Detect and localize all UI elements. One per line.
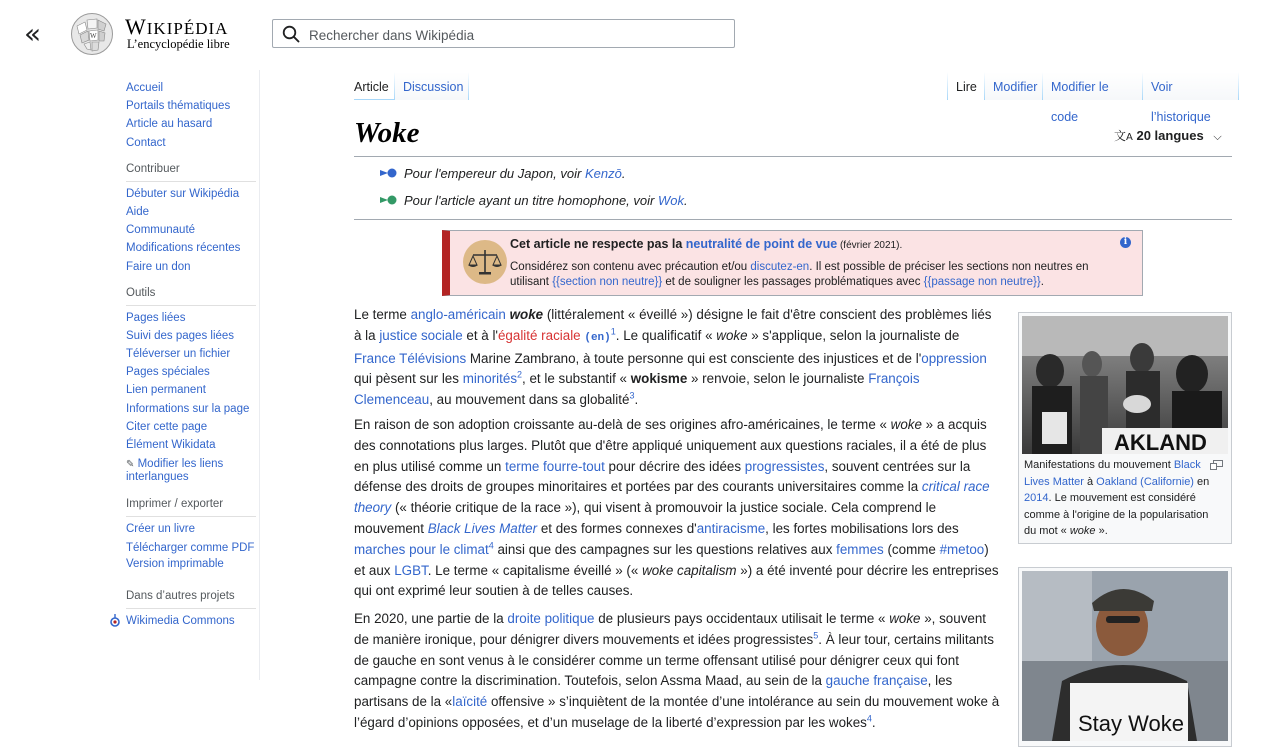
enlarge-icon[interactable] [1213, 460, 1223, 467]
sidebar-item-creer-livre[interactable]: Créer un livre [126, 523, 196, 536]
link-egalite-raciale[interactable]: égalité raciale [497, 327, 581, 343]
photo-stay-woke-shirt[interactable] [1022, 571, 1228, 741]
term-woke: woke [509, 307, 544, 322]
title-divider [354, 156, 1232, 157]
hatnote-divider [354, 219, 1232, 220]
figure-stay-woke [1018, 567, 1232, 747]
search-box[interactable] [272, 19, 735, 48]
link-justice-sociale[interactable]: justice sociale [379, 327, 463, 343]
hatnote-disambiguation [380, 166, 625, 181]
sidebar-heading-contribute: Contribuer [126, 163, 256, 182]
sidebar-print-group [126, 498, 256, 575]
sidebar-contribute-group [126, 163, 256, 278]
tab-history[interactable]: Voir l’historique [1143, 72, 1238, 100]
link-black-lives-matter[interactable]: Black Lives Matter [427, 520, 538, 536]
link-droite-politique[interactable]: droite politique [507, 611, 595, 626]
paragraph-2020: En 2020, une partie de la droite politique de plusieurs pays occidentaux utilisait le terme « woke », souvent de manière ironique, pour dénigrer divers mouvements et idées progressistes$^5$. À leur tour, certains militants de gauche en sont venus à le considérer comme un terme offensant utilisé pour dénigrer ceux qui font campagne contre la discrimination. Toutefois, selon Assma Maad, au sein de la gauche française, les partisans de la «laïcité offensive » s’inquiètent de la montée d’une intolérance au sein du mouvement woke à l’égard d’opinions opposées, et d’un muselage de la liberté d’expression par les wokes$^4$. [354, 611, 1000, 730]
sidebar-item-wikidata[interactable]: Élément Wikidata [126, 439, 216, 451]
page-title: Woke [354, 117, 420, 149]
wikipedia-globe-logo[interactable] [69, 12, 115, 56]
hatnote-text: Pour l'article ayant un titre homophone, voir [404, 193, 658, 208]
sidebar-item-pages-liees[interactable]: Pages liées [126, 311, 186, 324]
sidebar-item-contact[interactable]: Contact [126, 136, 166, 149]
link-progressistes[interactable]: progressistes [744, 458, 825, 474]
wikimedia-commons-icon [108, 614, 122, 628]
info-icon[interactable]: i [1120, 237, 1131, 248]
sidebar-item-pages-speciales[interactable]: Pages spéciales [126, 366, 210, 379]
hatnote-homophone [380, 193, 688, 208]
sidebar-item-modifications-recentes[interactable]: Modifications récentes [126, 242, 241, 255]
caption-text: ». [1095, 525, 1108, 537]
banner-link-neutrality[interactable]: neutralité de point de vue [685, 237, 838, 251]
shirt-text: Stay Woke [1078, 711, 1184, 736]
ref-1[interactable]: 1 [610, 326, 616, 337]
link-marches-climat[interactable]: marches pour le climat [354, 541, 489, 557]
sidebar [126, 81, 256, 641]
hatnote-end: . [683, 193, 688, 208]
link-antiracisme[interactable]: antiracisme [696, 520, 766, 536]
ref-3[interactable]: 3 [629, 390, 635, 401]
paragraph-intro: Le terme anglo-américain woke (littéralement « éveillé ») désigne le fait d'être conscient des problèmes liés à la justice sociale et à l'égalité raciale (en)$^1$. Le qualificatif « woke » s'applique, selon la journaliste de France Télévisions Marine Zambrano, à toute personne qui est consciente des injustices et de l'oppression qui pèsent sur les minorités$^2$, et le substantif « wokisme » renvoie, selon le journaliste François Clemenceau, au mouvement dans sa globalité$^3$. [354, 307, 992, 408]
link-metoo[interactable]: #metoo [939, 541, 985, 557]
tab-read[interactable]: Lire [948, 72, 984, 100]
link-critical-race-theory[interactable]: critical race theory [354, 479, 990, 516]
pencil-icon: ✎ [126, 459, 135, 471]
link-oppression[interactable]: oppression [921, 350, 987, 366]
caption-link-oakland[interactable]: Oakland (Californie) [1096, 475, 1194, 488]
sidebar-item-lien-permanent[interactable]: Lien permanent [126, 384, 206, 397]
tab-separator [468, 72, 469, 100]
neutrality-warning-banner [442, 230, 1143, 296]
link-gauche-francaise[interactable]: gauche française [825, 673, 928, 689]
link-terme-fourre-tout[interactable]: terme fourre-tout [505, 458, 605, 474]
sidebar-divider [259, 70, 260, 680]
sidebar-heading-tools: Outils [126, 287, 256, 306]
protest-sign-text: AKLAND [1114, 430, 1207, 454]
sidebar-item-informations[interactable]: Informations sur la page [126, 402, 250, 415]
caption-link-2014[interactable]: 2014 [1024, 492, 1049, 504]
wikipedia-tagline: L’encyclopédie libre [127, 37, 230, 51]
link-minorites[interactable]: minorités [462, 371, 518, 387]
sidebar-item-faire-un-don[interactable]: Faire un don [126, 260, 191, 273]
banner-link-section-template[interactable]: {{section non neutre}} [552, 276, 663, 288]
sidebar-item-communaute[interactable]: Communauté [126, 224, 196, 237]
link-laicite[interactable]: laïcité [452, 694, 488, 710]
link-lgbt[interactable]: LGBT [394, 562, 428, 578]
ref-2[interactable]: 2 [517, 369, 523, 380]
caption-link-blm[interactable]: Black Lives Matter [1024, 459, 1201, 488]
hatnote-link-wok[interactable]: Wok [657, 193, 684, 208]
sidebar-item-wikimedia-commons[interactable]: Wikimedia Commons [126, 614, 235, 627]
banner-body-text: et de souligner les passages problématiques avec [662, 276, 924, 288]
wordmark-rest: IKIPÉDIA [146, 19, 229, 38]
tab-edit-source[interactable]: Modifier le code [1043, 72, 1142, 100]
language-count: 20 langues [1136, 128, 1204, 143]
sidebar-navigation [126, 81, 256, 154]
banner-body-text: . [1040, 276, 1044, 288]
sidebar-heading-print: Imprimer / exporter [126, 498, 256, 517]
sidebar-item-televerser[interactable]: Téléverser un fichier [126, 348, 231, 361]
tab-discussion[interactable]: Discussion [395, 72, 468, 100]
wordmark-first-letter: W [125, 14, 147, 39]
caption-text: . Le mouvement est considéré comme à l'origine de la popularisation du mot « [1024, 492, 1209, 537]
svg-text:W: W [90, 32, 97, 40]
sidebar-item-portails[interactable]: Portails thématiques [126, 100, 231, 113]
link-en-interlanguage[interactable]: (en) [584, 331, 611, 344]
hatnote-text: Pour l'empereur du Japon, voir [404, 166, 585, 181]
sidebar-item-aide[interactable]: Aide [126, 205, 150, 218]
sidebar-item-citer[interactable]: Citer cette page [126, 420, 208, 433]
ref-4[interactable]: 4 [488, 540, 494, 551]
sidebar-item-accueil[interactable]: Accueil [126, 82, 164, 94]
disambiguation-arrow-icon [380, 167, 398, 179]
sidebar-item-debuter[interactable]: Débuter sur Wikipédia [126, 187, 240, 200]
balance-scale-icon [463, 240, 507, 284]
sidebar-item-version-imprimable[interactable]: Version imprimable [126, 558, 224, 571]
sidebar-heading-other-projects: Dans d’autres projets [126, 590, 256, 609]
hatnote-link-kenzo[interactable]: Kenzō [584, 166, 622, 181]
language-selector[interactable] [1114, 127, 1222, 144]
caption-text: à [1083, 475, 1097, 488]
figure-caption [1024, 457, 1214, 540]
sidebar-item-hasard[interactable]: Article au hasard [126, 118, 213, 131]
banner-body-text: . Il est possible de préciser les sections non neutres en utilisant [510, 261, 1089, 288]
link-france-televisions[interactable]: France Télévisions [354, 350, 467, 366]
sidebar-item-suivi[interactable]: Suivi des pages liées [126, 329, 235, 342]
banner-body [510, 260, 1120, 290]
banner-date: (février 2021). [837, 240, 903, 251]
figure-blm-oakland [1018, 312, 1232, 544]
link-francois-clemenceau[interactable]: François Clemenceau [354, 371, 920, 408]
banner-headline [510, 237, 902, 251]
link-anglo-americain[interactable]: anglo-américain [410, 307, 506, 322]
term-wokisme: wokisme [630, 371, 688, 387]
paragraph-connotations: En raison de son adoption croissante au-delà de ses origines afro-américaines, le terme « woke » a acquis des connotations plus larges. Plutôt que d'être appliqué uniquement aux questions raciales, il a été de plus en plus utilisé comme un terme fourre-tout pour décrire des idées progressistes, souvent centrées sur la défense des droits de groupes minoritaires et portées par des courants universitaires comme la critical race theory (« théorie critique de la race »), qui visent à promouvoir la justice sociale. Cela comprend le mouvement Black Lives Matter et des formes connexes d'antiracisme, les fortes mobilisations lors des marches pour le climat$^4$ ainsi que des campagnes sur les questions relatives aux femmes (comme #metoo) et aux LGBT. Le terme « capitalisme éveillé » (« woke capitalism ») a été inventé pour décrire les entreprises qui ont exprimé leur soutien à de telles causes. [354, 417, 999, 599]
caption-text: en [1193, 475, 1210, 488]
link-femmes[interactable]: femmes [836, 541, 884, 557]
ref-5[interactable]: 5 [813, 630, 819, 641]
ref-4b[interactable]: 4 [866, 713, 872, 724]
sidebar-item-edit-links-row [126, 458, 256, 484]
banner-headline-text: Cet article ne respecte pas la [510, 237, 686, 251]
homophone-arrow-icon [380, 194, 398, 206]
sidebar-tools-group [126, 287, 256, 485]
search-input[interactable] [307, 24, 731, 46]
hatnote-end: . [621, 166, 626, 181]
search-icon [282, 25, 300, 43]
photo-blm-protest[interactable] [1022, 316, 1228, 454]
tab-edit[interactable]: Modifier [985, 72, 1042, 100]
banner-link-discuss[interactable]: discutez-en [750, 261, 810, 273]
banner-body-text: Considérez son contenu avec précaution et/ou [510, 261, 751, 273]
sidebar-item-telecharger-pdf[interactable]: Télécharger comme PDF [126, 542, 255, 555]
chevron-down-icon: ⌵ [1213, 130, 1222, 143]
caption-italic: woke [1069, 525, 1096, 537]
tab-article[interactable]: Article [354, 80, 389, 94]
translate-icon: 文A [1114, 129, 1133, 143]
sidebar-item-edit-interlanguage[interactable]: Modifier les liens interlangues [126, 458, 224, 484]
sidebar-other-projects-group [126, 590, 256, 632]
main-menu-collapse-icon[interactable]: « [24, 17, 42, 50]
caption-text: Manifestations du mouvement [1024, 459, 1174, 471]
banner-link-passage-template[interactable]: {{passage non neutre}} [923, 276, 1041, 288]
tab-separator [1238, 72, 1239, 100]
